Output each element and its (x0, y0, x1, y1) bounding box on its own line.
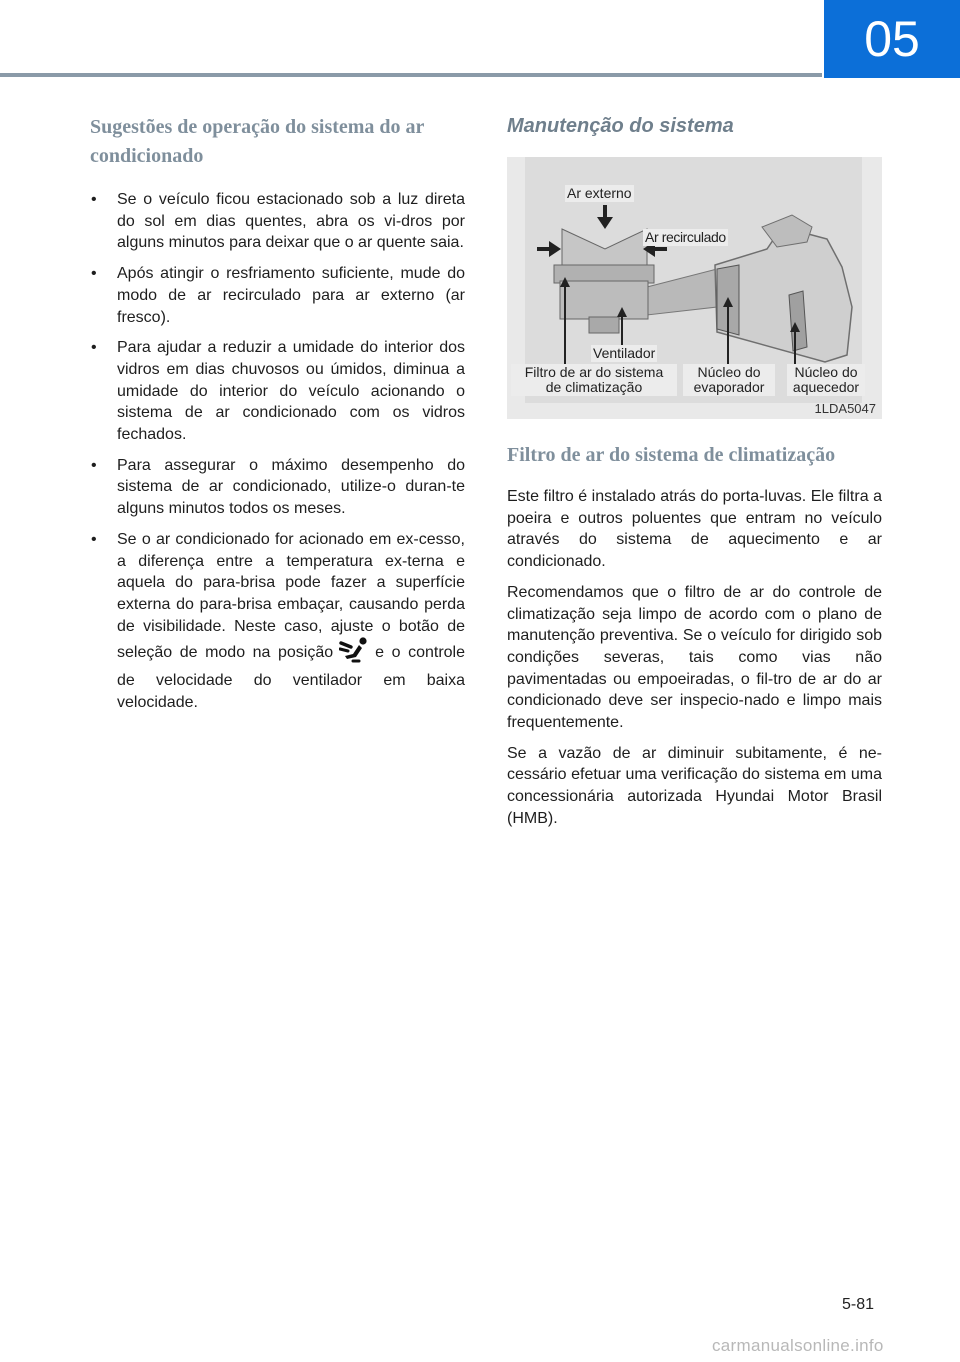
filter-label-line1: Filtro de ar do sistema (524, 364, 664, 380)
ac-tips-heading: Sugestões de operação do sistema do ar condicionado (90, 116, 425, 167)
page-number: 5-81 (842, 1296, 875, 1313)
filter-heading: Filtro de ar do sistema de climatização (507, 444, 836, 466)
heater-label (787, 364, 865, 396)
header-rule (0, 73, 822, 77)
heater-label-line2: aquecedor (792, 379, 860, 395)
list-item: • Após atingir o resfriamento suficiente, mude do modo de ar recirculado para ar externo (ar fresco). (90, 263, 465, 328)
blower-label: Ventilador (593, 345, 656, 361)
watermark: carmanualsonline.info (712, 1336, 884, 1355)
outside-air-label: Ar externo (567, 185, 632, 201)
list-item: • Para assegurar o máximo desempenho do sistema de ar condicionado, utilize-o duran-te alguns minutos todos os meses. (90, 455, 465, 520)
evaporator-label-line1: Núcleo do (697, 364, 761, 380)
right-column (507, 113, 882, 839)
ac-tips-list (90, 189, 465, 713)
recirculated-air-label: Ar recirculado (645, 229, 726, 245)
filter-body (507, 486, 882, 830)
floor-mode-icon (339, 637, 369, 670)
filter-label (511, 364, 677, 396)
evaporator-label (683, 364, 775, 396)
evaporator-label-line2: evaporador (693, 379, 765, 395)
hvac-diagram (507, 157, 882, 419)
list-item: • Para ajudar a reduzir a umidade do interior dos vidros em dias chuvosos ou úmidos, diminua a umidade do interior do veículo acionando o sistema de ar condicionado com os vidros fechados. (90, 337, 465, 446)
paragraph: Se a vazão de ar diminuir subitamente, é ne-cessário efetuar uma verificação do sistema em uma concessionária autorizada Hyundai Motor Brasil (HMB). (507, 744, 882, 827)
figure-code: 1LDA5047 (814, 401, 876, 416)
heater-label-line1: Núcleo do (794, 364, 858, 380)
bullet-text-part-a: Se o ar condicionado for acionado em ex-cesso, a diferença entre a temperatura ex-terna e aquela do para-brisa pode fazer a superfície externa do para-brisa embaçar, causando perda de visibilidade. Neste caso, ajuste o botão de seleção de modo na posição (117, 530, 465, 662)
left-column (90, 113, 465, 722)
paragraph: Este filtro é instalado atrás do porta-luvas. Ele filtra a poeira e outros poluentes que entram no veículo através do sistema de aquecimento e ar condicionado. (507, 488, 882, 571)
list-item (90, 529, 465, 714)
paragraph: Recomendamos que o filtro de ar do controle de climatização seja limpo de acordo com o plano de manutenção preventiva. Se o veículo for dirigido sob condições severas, tais como vias não pavimentadas ou empoeiradas, o fil-tro de ar do ar condicionado deve ser inspecio-nado e limpo mais frequentemente. (507, 583, 882, 732)
chapter-tab: 05 (824, 0, 960, 78)
filter-label-line2: de climatização (545, 379, 643, 395)
list-item: • Se o veículo ficou estacionado sob a luz direta do sol em dias quentes, abra os vi-dros por alguns minutos para deixar que o ar quente saia. (90, 189, 465, 254)
maintenance-heading: Manutenção do sistema (507, 115, 734, 137)
bullet-text-part-b: e o controle de velocidade do ventilador em baixa velocidade. (117, 644, 465, 711)
